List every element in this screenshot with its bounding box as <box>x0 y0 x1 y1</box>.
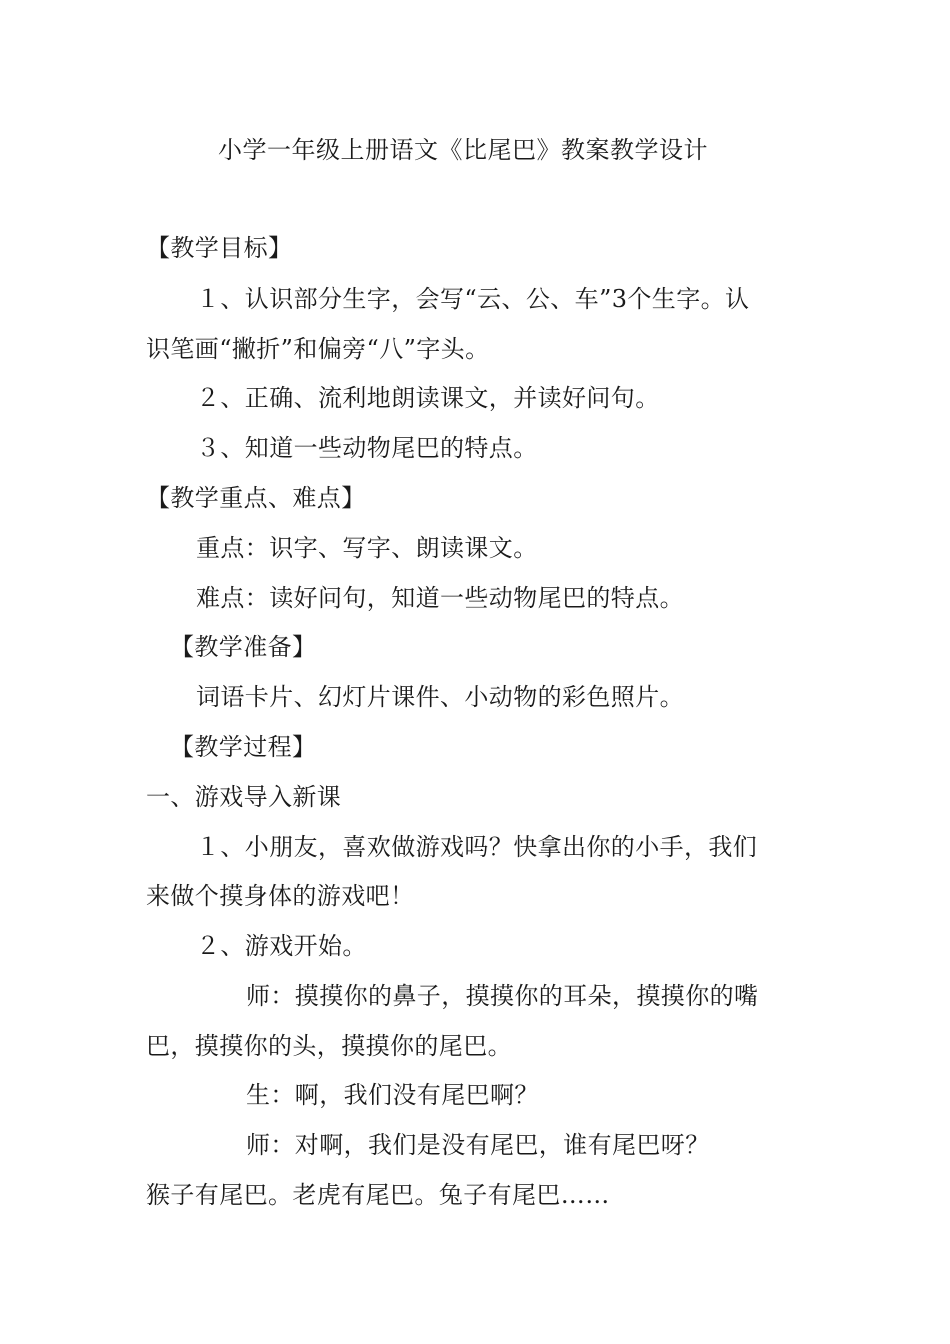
paragraph-line: 识笔画“撇折”和偏旁“八”字头。 <box>146 335 490 363</box>
section-heading: 一、游戏导入新课 <box>146 783 342 811</box>
dialogue-line: 巴，摸摸你的头，摸摸你的尾巴。 <box>146 1032 512 1060</box>
dialogue-line: 生：啊，我们没有尾巴啊？ <box>246 1081 539 1109</box>
heading-key-points: 【教学重点、难点】 <box>146 484 366 512</box>
paragraph-line: ３、知道一些动物尾巴的特点。 <box>196 434 538 462</box>
heading-process: 【教学过程】 <box>170 733 317 761</box>
dialogue-line: 师：对啊，我们是没有尾巴，谁有尾巴呀？ <box>246 1131 710 1159</box>
heading-preparation: 【教学准备】 <box>170 633 317 661</box>
paragraph-line: 词语卡片、幻灯片课件、小动物的彩色照片。 <box>196 683 684 711</box>
heading-teaching-goals: 【教学目标】 <box>146 234 293 262</box>
paragraph-line: 猴子有尾巴。老虎有尾巴。兔子有尾巴…… <box>146 1181 610 1209</box>
paragraph-line: 重点：识字、写字、朗读课文。 <box>196 534 538 562</box>
page-title: 小学一年级上册语文《比尾巴》教案教学设计 <box>218 136 708 164</box>
paragraph-line: 来做个摸身体的游戏吧！ <box>146 882 415 910</box>
dialogue-line: 师：摸摸你的鼻子，摸摸你的耳朵，摸摸你的嘴 <box>246 982 759 1010</box>
paragraph-line: ２、游戏开始。 <box>196 932 367 960</box>
paragraph-line: １、小朋友，喜欢做游戏吗？快拿出你的小手，我们 <box>196 833 758 861</box>
paragraph-line: ２、正确、流利地朗读课文，并读好问句。 <box>196 384 660 412</box>
paragraph-line: １、认识部分生字，会写“云、公、车”3个生字。认 <box>196 285 750 313</box>
paragraph-line: 难点：读好问句，知道一些动物尾巴的特点。 <box>196 584 684 612</box>
